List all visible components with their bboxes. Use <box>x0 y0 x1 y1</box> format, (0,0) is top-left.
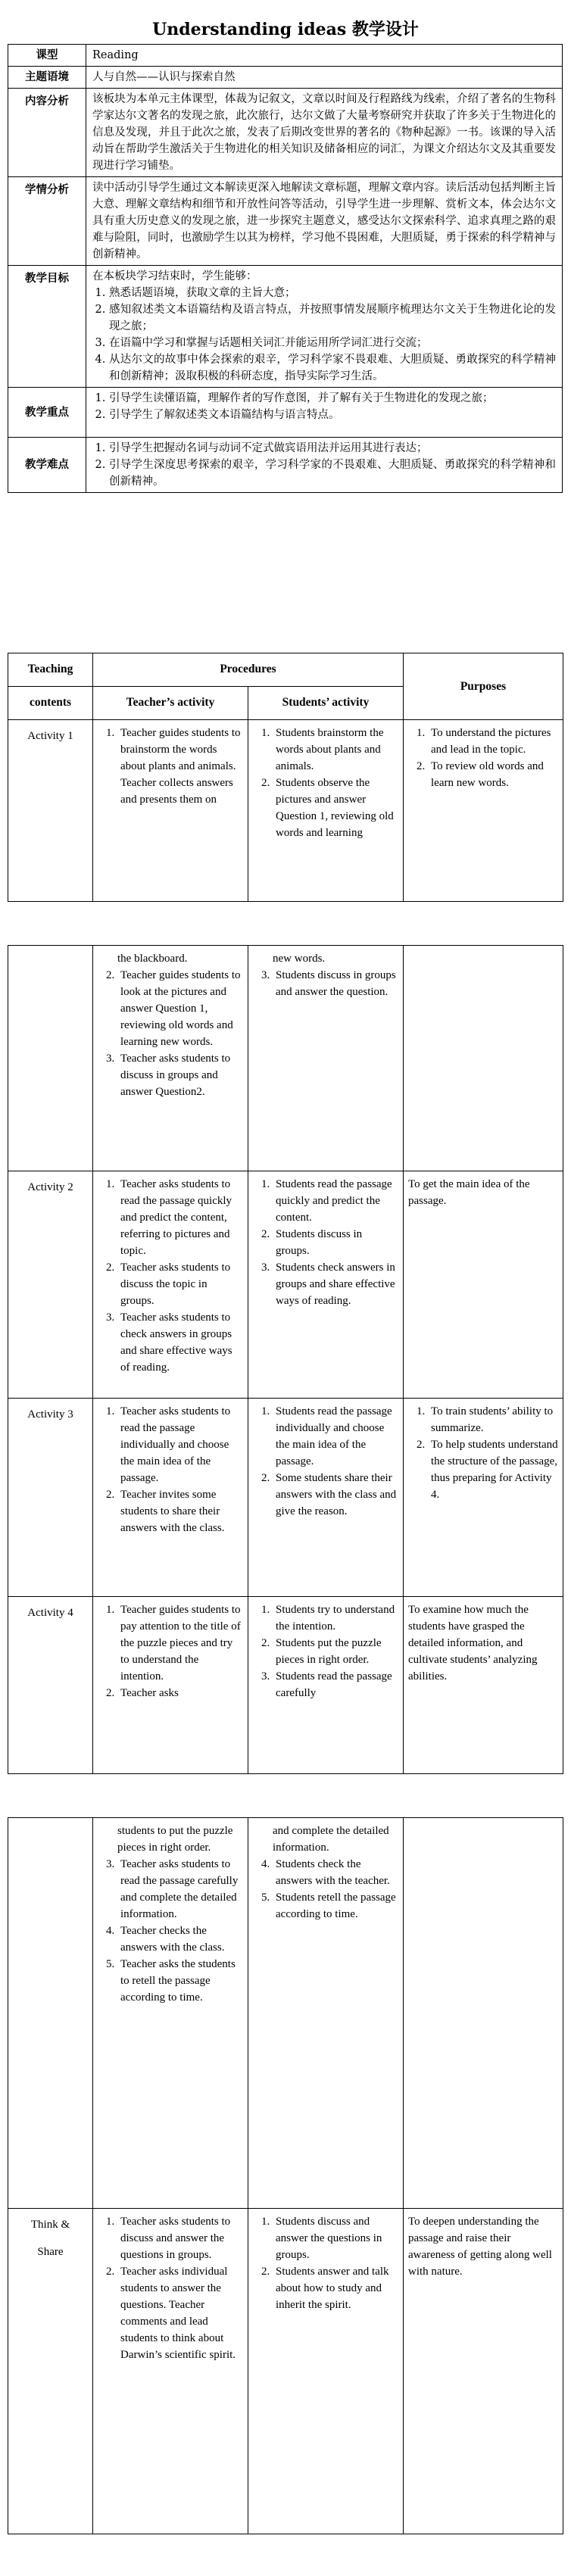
student-step: 2. Some students share their answers with the class and give the reason. <box>273 1470 398 1520</box>
header-contents: contents <box>8 687 93 720</box>
goal-item: 3. 在语篇中学习和掌握与话题相关词汇并能运用所学词汇进行交流； <box>109 335 556 351</box>
info-label: 教学难点 <box>8 438 86 493</box>
info-content: 人与自然——认识与探索自然 <box>86 67 563 89</box>
student-step: 1. Students brainstorm the words about plants and animals. <box>273 725 398 775</box>
purpose-item: To examine how much the students have grasped the detailed information, and cultivate students’ analyzing abilities. <box>408 1604 538 1683</box>
teacher-step: 2. Teacher invites some students to share their answers with the class. <box>117 1486 243 1536</box>
info-content <box>86 266 563 388</box>
students-activity-cell <box>248 720 404 902</box>
purposes-cell <box>404 946 563 1171</box>
student-step: 4. Students check the answers with the teacher. <box>273 1856 398 1889</box>
activity-row <box>8 2209 563 2534</box>
teacher-step: 2. Teacher asks students to discuss the topic in groups. <box>117 1259 243 1309</box>
students-activity-cell <box>248 1597 404 1774</box>
students-activity-cell <box>248 1399 404 1597</box>
header-teaching: Teaching <box>8 653 93 687</box>
info-row-type <box>8 45 563 67</box>
students-activity-cell <box>248 1171 404 1399</box>
header-purposes: Purposes <box>404 653 563 720</box>
info-content <box>86 388 563 438</box>
teacher-step: 3. Teacher asks students to check answers in groups and share effective ways of reading. <box>117 1309 243 1376</box>
students-activity-cell <box>248 2209 404 2534</box>
purposes-cell <box>404 1597 563 1774</box>
teacher-step: 2. Teacher guides students to look at the pictures and answer Question 1, reviewing old words and learning new words. <box>117 967 243 1050</box>
purpose-item: 1. To train students’ ability to summarize. <box>428 1403 558 1436</box>
header-students-activity: Students’ activity <box>248 687 404 720</box>
student-step: 1. Students try to understand the intention. <box>273 1601 398 1635</box>
student-step: 2. Students put the puzzle pieces in right order. <box>273 1635 398 1668</box>
info-label: 教学目标 <box>8 266 86 388</box>
goal-item: 1. 熟悉话题语境，获取文章的主旨大意； <box>109 285 556 301</box>
teacher-step: 3. Teacher asks students to discuss in groups and answer Question2. <box>117 1050 243 1100</box>
activity-name: Activity 2 <box>8 1171 93 1399</box>
goal-item: 4. 从达尔文的故事中体会探索的艰辛，学习科学家不畏艰难、大胆质疑、勇敢探究的科学精神和创新精神；汲取积极的科研态度，指导实际学习生活。 <box>109 351 556 385</box>
activity-name: Activity 1 <box>8 720 93 902</box>
info-content: 该板块为本单元主体课型，体裁为记叙文，文章以时间及行程路线为线索，介绍了著名的生物科学家达尔文著名的发现之旅，此次旅行，达尔文做了大量考察研究并获取了许多关于生物进化的信息及发现，并且于此次之旅，发表了后期改变世界的著名的《物种起源》一书。该课的导入活动旨在帮助学生激活关于生物进化的相关知识及储备相应的词汇，为课文介绍达尔文及其重要发现进行学习铺垫。 <box>86 89 563 177</box>
activity-row <box>8 946 563 1171</box>
activity-name <box>8 2209 93 2534</box>
procedures-table-part-2 <box>8 945 563 1774</box>
info-label: 学情分析 <box>8 177 86 266</box>
key-item: 2. 引导学生了解叙述类文本语篇结构与语言特点。 <box>109 407 556 423</box>
activity-name: Activity 3 <box>8 1399 93 1597</box>
procedures-table-part-3 <box>8 1817 563 2534</box>
key-item: 1. 引导学生读懂语篇，理解作者的写作意图，并了解有关于生物进化的发现之旅； <box>109 390 556 407</box>
info-label: 教学重点 <box>8 388 86 438</box>
purposes-cell <box>404 1818 563 2209</box>
student-step: 3. Students check answers in groups and share effective ways of reading. <box>273 1259 398 1309</box>
info-label: 主题语境 <box>8 67 86 89</box>
info-content: 读中活动引导学生通过文本解读更深入地解读文章标题，理解文章内容。读后活动包括判断主旨大意、理解文章结构和细节和开放性问答等活动，引导学生进一步理解、赏析文本，体会达尔文具有重大历史意义的发现之旅，进一步探究主题意义，感受达尔文探索科学、追求真理之路的艰难与险阻，同时，也激励学生以其为榜样，学习他不畏困难，大胆质疑，勇于探索的科学精神与创新精神。 <box>86 177 563 266</box>
student-step: 5. Students retell the passage according to time. <box>273 1889 398 1923</box>
purpose-item: 2. To help students understand the structure of the passage, thus preparing for Activity 4. <box>428 1436 558 1503</box>
activity-name-empty <box>8 1818 93 2209</box>
info-row-key-points <box>8 388 563 438</box>
procedures-table-part-1 <box>8 653 563 902</box>
diff-item: 2. 引导学生深度思考探索的艰辛，学习科学家的不畏艰难、大胆质疑、勇敢探究的科学精神和创新精神。 <box>109 457 556 490</box>
diff-list <box>92 440 556 490</box>
teacher-activity-cell <box>93 946 248 1171</box>
teacher-step: 1. Teacher guides students to pay attention to the title of the puzzle pieces and try to understand the intention. <box>117 1601 243 1685</box>
activity-row <box>8 1597 563 1774</box>
activity-name-empty <box>8 946 93 1171</box>
activity-name: Activity 4 <box>8 1597 93 1774</box>
goals-intro: 在本板块学习结束时，学生能够： <box>92 270 257 282</box>
purpose-item: 2. To review old words and learn new words. <box>428 758 558 791</box>
goals-list <box>92 285 556 385</box>
student-step: 3. Students read the passage carefully <box>273 1668 398 1701</box>
info-row-learner-analysis <box>8 177 563 266</box>
teacher-step: 3. Teacher asks students to read the passage carefully and complete the detailed information. <box>117 1856 243 1923</box>
activity-name-line: Think & <box>30 2219 70 2231</box>
student-step: 3. Students discuss in groups and answer the question. <box>273 967 398 1000</box>
teacher-activity-cell <box>93 720 248 902</box>
info-label: 课型 <box>8 45 86 67</box>
teacher-step: 1. Teacher guides students to brainstorm the words about plants and animals. Teacher collects answers and presents them on <box>117 725 243 808</box>
info-content: Reading <box>86 45 563 67</box>
header-teacher-activity: Teacher’s activity <box>93 687 248 720</box>
purposes-cell <box>404 2209 563 2534</box>
info-row-difficult-points <box>8 438 563 493</box>
info-content <box>86 438 563 493</box>
teacher-step: 1. Teacher asks students to read the passage individually and choose the main idea of the passage. <box>117 1403 243 1486</box>
students-activity-cell <box>248 946 404 1171</box>
purposes-cell <box>404 720 563 902</box>
teacher-activity-cell <box>93 1399 248 1597</box>
teacher-step-continued: the blackboard. <box>117 953 188 965</box>
teacher-step: 1. Teacher asks students to discuss and answer the questions in groups. <box>117 2213 243 2263</box>
purpose-item: 1. To understand the pictures and lead in the topic. <box>428 725 558 758</box>
teacher-step-continued: students to put the puzzle pieces in right order. <box>117 1825 233 1854</box>
teacher-activity-cell <box>93 1597 248 1774</box>
activity-row <box>8 1171 563 1399</box>
key-list <box>92 390 556 423</box>
teacher-step: 2. Teacher asks individual students to answer the questions. Teacher comments and lead students to think about Darwin’s scientific spirit. <box>117 2263 243 2363</box>
activity-row <box>8 1818 563 2209</box>
student-step: 1. Students read the passage individually and choose the main idea of the passage. <box>273 1403 398 1470</box>
student-step-continued: new words. <box>273 953 326 965</box>
info-label: 内容分析 <box>8 89 86 177</box>
document-title: Understanding ideas 教学设计 <box>152 20 419 39</box>
teacher-activity-cell <box>93 2209 248 2534</box>
activity-row <box>8 720 563 902</box>
purposes-cell <box>404 1171 563 1399</box>
teacher-step: 4. Teacher checks the answers with the class. <box>117 1923 243 1956</box>
header-procedures: Procedures <box>93 653 404 687</box>
purposes-cell <box>404 1399 563 1597</box>
teacher-step: 1. Teacher asks students to read the passage quickly and predict the content, referring to pictures and topic. <box>117 1176 243 1259</box>
purpose-item: To deepen understanding the passage and raise their awareness of getting along well with nature. <box>408 2216 552 2278</box>
student-step-continued: and complete the detailed information. <box>273 1825 389 1854</box>
student-step: 1. Students discuss and answer the questions in groups. <box>273 2213 398 2263</box>
purpose-item: To get the main idea of the passage. <box>408 1178 530 1207</box>
info-table <box>8 44 563 493</box>
teacher-activity-cell <box>93 1171 248 1399</box>
activity-name-line: Share <box>37 2246 64 2258</box>
students-activity-cell <box>248 1818 404 2209</box>
info-row-content-analysis <box>8 89 563 177</box>
student-step: 2. Students observe the pictures and answer Question 1, reviewing old words and learning <box>273 775 398 841</box>
student-step: 1. Students read the passage quickly and predict the content. <box>273 1176 398 1226</box>
teacher-activity-cell <box>93 1818 248 2209</box>
activity-row <box>8 1399 563 1597</box>
goal-item: 2. 感知叙述类文本语篇结构及语言特点，并按照事情发展顺序梳理达尔文关于生物进化论的发现之旅； <box>109 301 556 335</box>
teacher-step: 5. Teacher asks the students to retell the passage according to time. <box>117 1956 243 2006</box>
info-row-goals <box>8 266 563 388</box>
student-step: 2. Students answer and talk about how to study and inherit the spirit. <box>273 2263 398 2313</box>
student-step: 2. Students discuss in groups. <box>273 1226 398 1259</box>
info-row-context <box>8 67 563 89</box>
teacher-step: 2. Teacher asks <box>117 1685 243 1701</box>
diff-item: 1. 引导学生把握动名词与动词不定式做宾语用法并运用其进行表达； <box>109 440 556 457</box>
